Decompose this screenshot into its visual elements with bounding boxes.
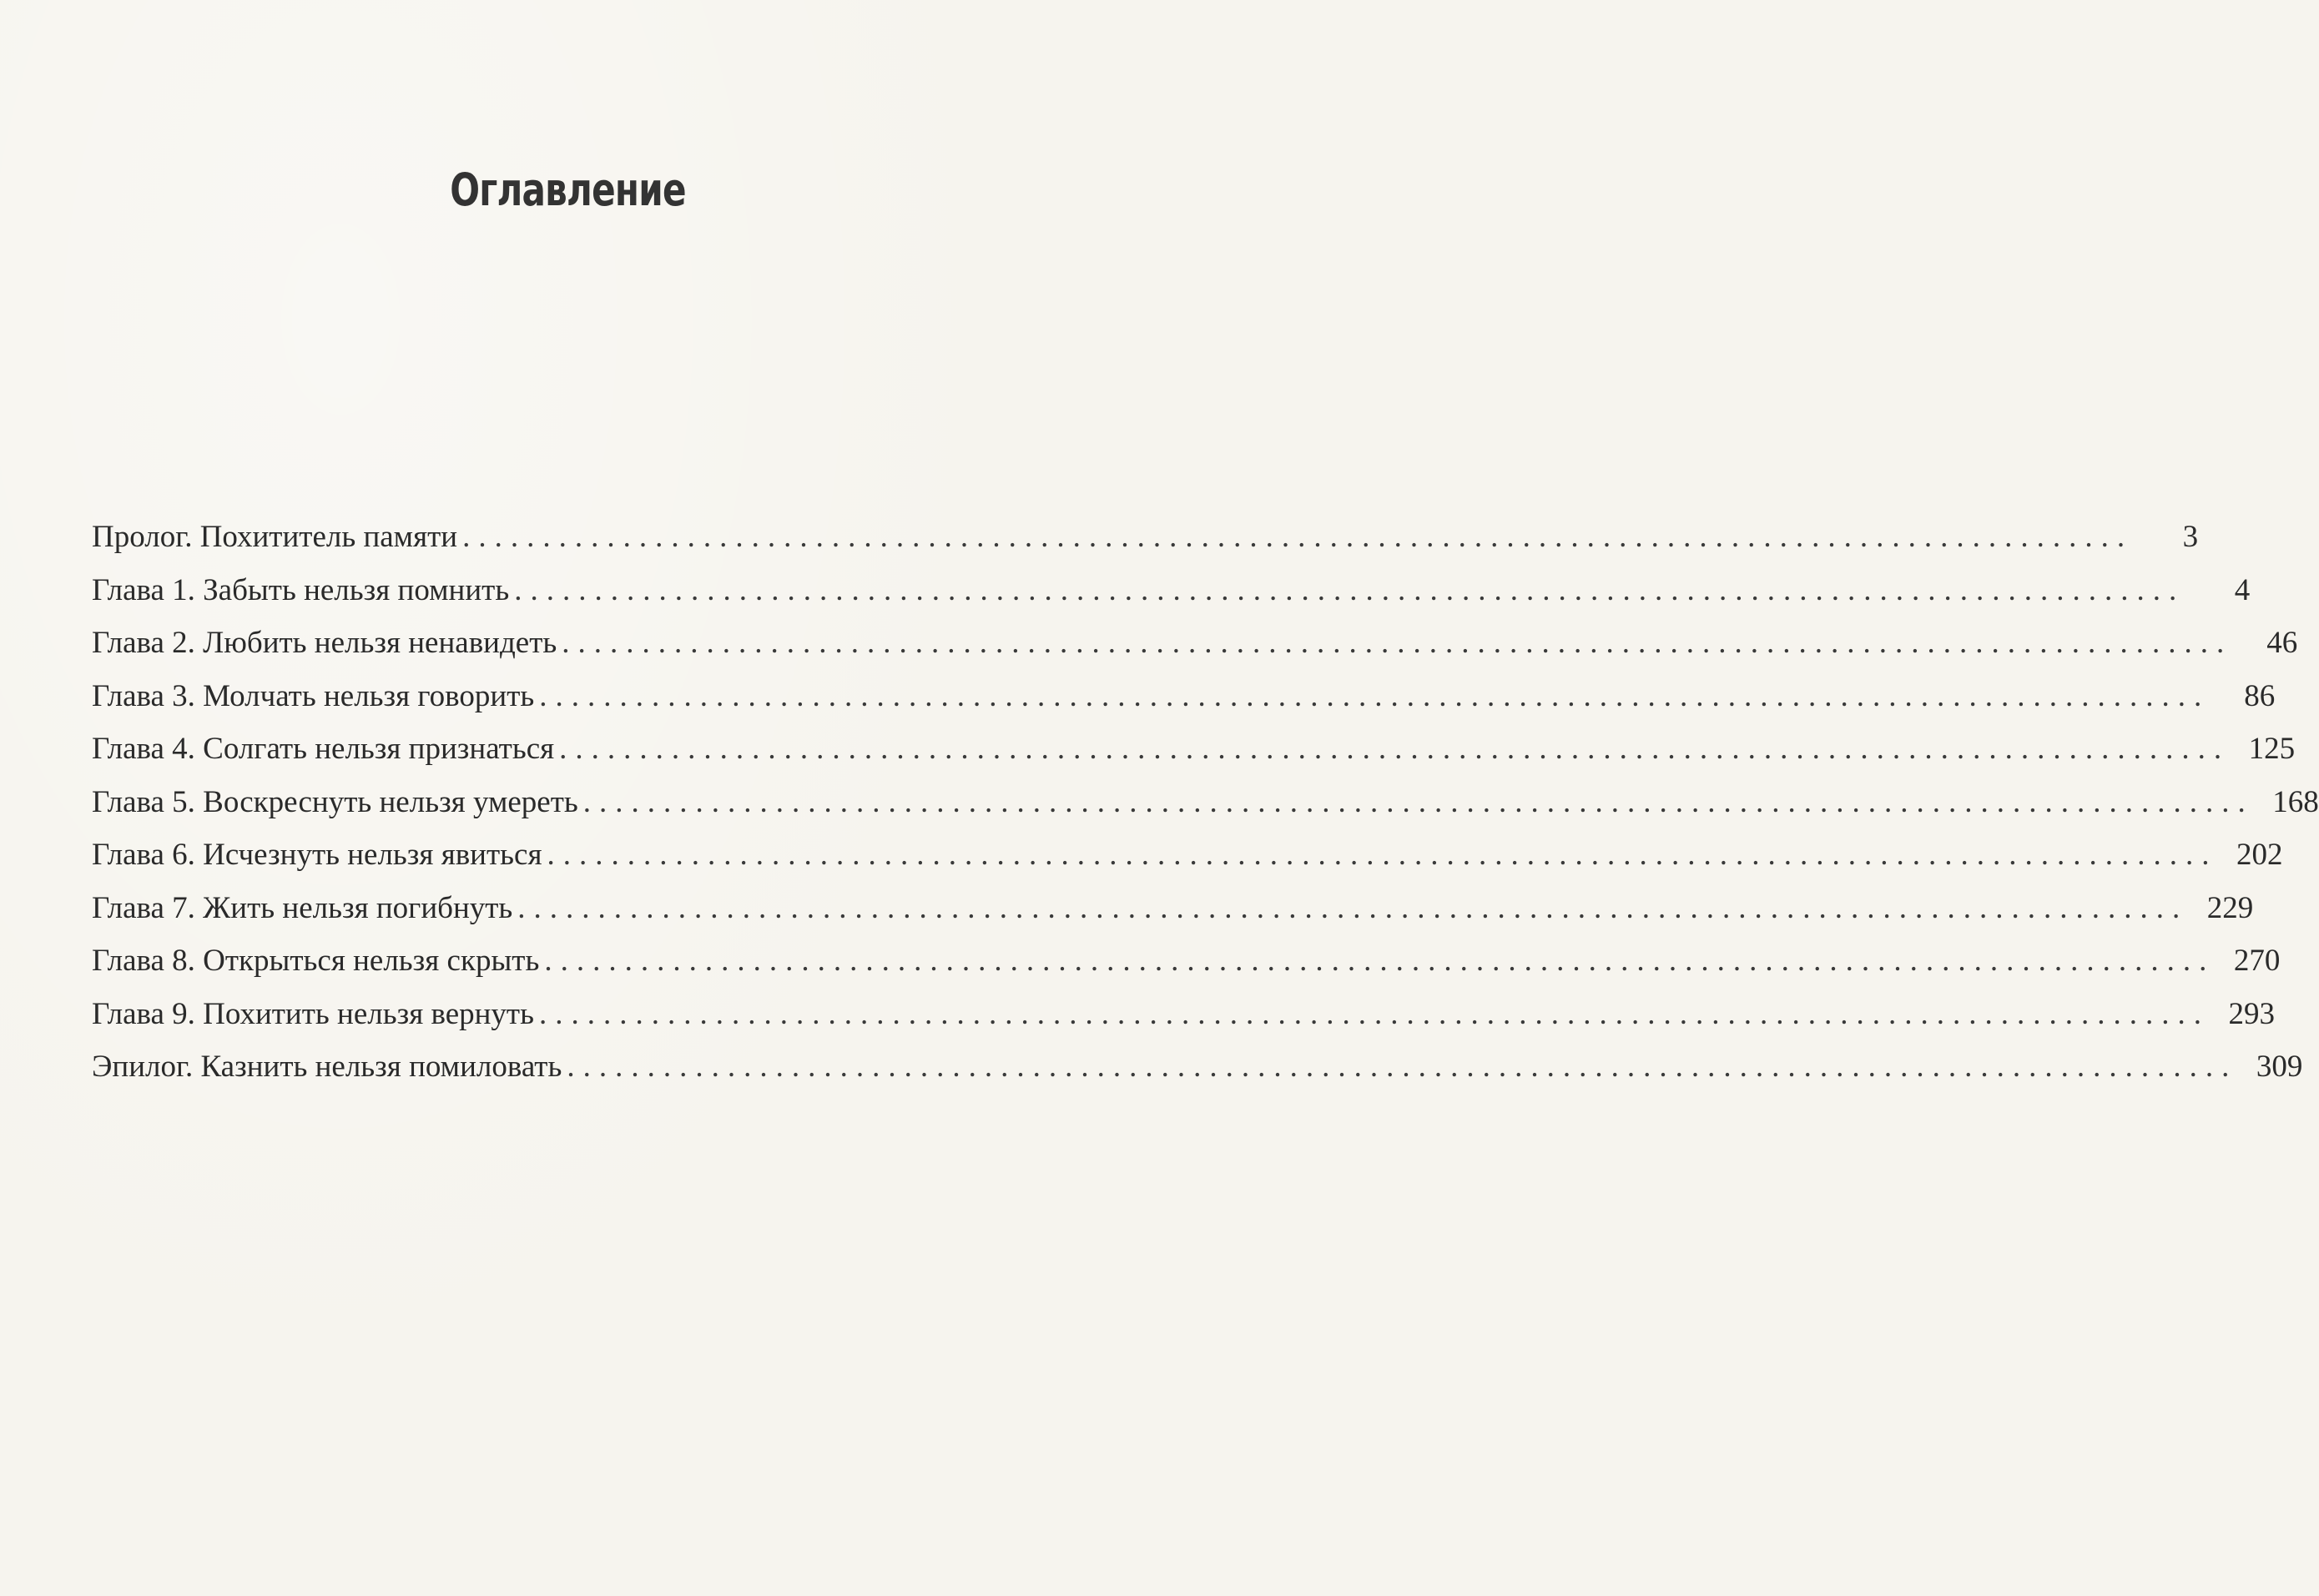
toc-entry-chapter-4 [92,722,2296,776]
entry-label: Эпилог. Казнить нельзя помиловать [92,1050,562,1084]
toc-entry-chapter-9 [92,988,2275,1041]
entry-label: Глава 1. Забыть нельзя помнить [92,572,510,607]
dot-leader: ........................................................................................................ [567,1050,2238,1084]
toc-entry-chapter-2 [92,617,2298,670]
dot-leader: ........................................................................................................ [547,838,2218,872]
page-title: Оглавление [450,164,686,216]
page-number: 4 [2234,572,2251,607]
dot-leader: ........................................................................................................ [559,732,2231,766]
page-number: 309 [2256,1050,2303,1084]
toc-entry-chapter-8 [92,934,2281,988]
entry-label: Глава 2. Любить нельзя ненавидеть [92,626,557,660]
dot-leader: ........................................................................................................ [582,784,2254,819]
page-number: 293 [2228,996,2275,1031]
toc-entry-chapter-7 [92,882,2254,935]
entry-label: Глава 5. Воскреснуть нельзя умереть [92,784,578,819]
table-of-contents [92,511,2319,1094]
dot-leader: ........................................................................................................ [517,890,2189,925]
dot-leader: ........................................................................................................ [562,626,2233,660]
dot-leader: ........................................................................................................ [514,572,2185,607]
dot-leader: ........................................................................................................ [538,996,2210,1031]
page-number: 86 [2244,678,2276,713]
page-number: 168 [2272,784,2319,819]
toc-entry-chapter-1 [92,564,2251,617]
page-number: 46 [2266,626,2298,660]
page-number: 3 [2182,520,2199,554]
page-number: 202 [2236,838,2283,872]
toc-entry-epilogue [92,1040,2303,1094]
toc-entry-chapter-3 [92,670,2276,723]
dot-leader: ........................................................................................................ [462,520,2134,554]
dot-leader: ........................................................................................................ [544,944,2216,978]
toc-entry-prologue [92,511,2199,564]
entry-label: Пролог. Похититель памяти [92,520,458,554]
page-number: 125 [2248,732,2296,766]
page-number: 270 [2233,944,2281,978]
entry-label: Глава 9. Похитить нельзя вернуть [92,996,534,1031]
dot-leader: ........................................................................................................ [539,678,2211,713]
toc-entry-chapter-5 [92,776,2319,829]
entry-label: Глава 6. Исчезнуть нельзя явиться [92,838,542,872]
entry-label: Глава 8. Открыться нельзя скрыть [92,944,540,978]
toc-entry-chapter-6 [92,828,2283,882]
entry-label: Глава 4. Солгать нельзя признаться [92,732,555,766]
page-number: 229 [2206,890,2254,925]
entry-label: Глава 3. Молчать нельзя говорить [92,678,535,713]
entry-label: Глава 7. Жить нельзя погибнуть [92,890,513,925]
